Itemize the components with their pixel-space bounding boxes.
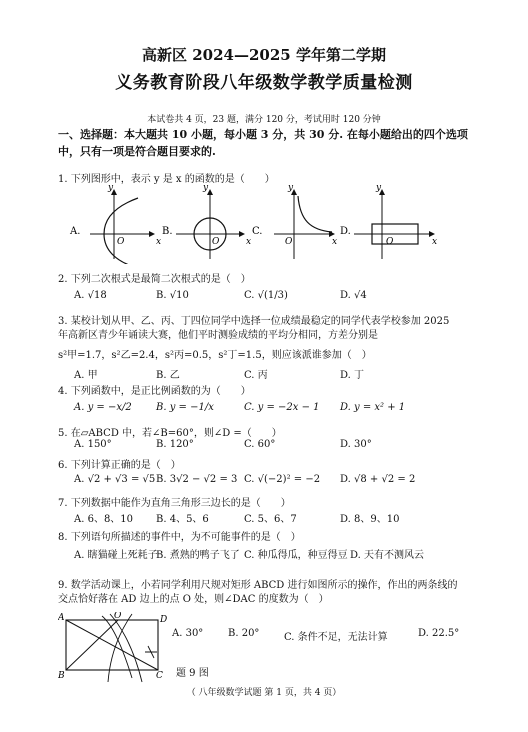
question-3-stem-2: 年高新区青少年诵读大赛，他们平时测验成绩的平均分相同，方差分别是 [58,330,378,341]
svg-text:O: O [212,237,220,247]
svg-text:D: D [160,615,168,625]
q6-option-a: A. √2 + √3 = √5 [74,474,156,485]
svg-text:y: y [203,184,209,193]
q1-option-a: A. [70,226,81,237]
q2-option-c: C. √(1/3) [244,290,288,301]
svg-text:y: y [288,184,294,193]
q3-option-d: D. 丁 [340,370,365,381]
q2-option-a: A. √18 [74,290,107,301]
question-8-stem: 8. 下列语句所描述的事件中，为不可能事件的是（ ） [58,532,301,543]
q4-option-b: B. y = −1/x [156,402,214,413]
question-4-stem: 4. 下列函数中，是正比例函数的为（ ） [58,386,251,397]
q9-option-b: B. 20° [228,628,260,639]
q9-option-d: D. 22.5° [418,628,460,639]
q4-option-d: D. y = x² + 1 [340,402,406,413]
svg-text:C: C [156,671,163,681]
q1-option-d: D. [340,226,351,237]
question-9-stem: 9. 数学活动课上，小若同学利用尺规对矩形 ABCD 进行如图所示的操作，作出的两条线的 [58,580,458,591]
q3-option-b: B. 乙 [156,370,180,381]
exam-info: 本试卷共 4 页，23 题，满分 120 分，考试用时 120 分钟 [147,115,381,125]
svg-text:O: O [386,237,394,247]
svg-text:x: x [156,237,162,247]
svg-text:x: x [432,237,438,247]
question-7-stem: 7. 下列数据中能作为直角三角形三边长的是（ ） [58,498,291,509]
q7-option-c: C. 5、6、7 [244,514,297,525]
svg-text:O: O [117,237,125,247]
svg-text:O: O [285,237,293,247]
page-footer: （ 八年级数学试题 第 1 页，共 4 页） [186,688,342,698]
section-heading: 一、选择题：本大题共 10 小题，每小题 3 分，共 30 分. 在每小题给出的四个选项中，只有一项是符合题目要求的. [58,128,468,158]
q5-option-c: C. 60° [244,439,276,450]
question-5-stem: 5. 在▱ABCD 中，若∠B=60°，则∠D =（ ） [58,428,282,439]
q7-option-a: A. 6、8、10 [74,514,134,525]
question-1-graphs [66,184,446,264]
question-9-figure [58,612,170,684]
q8-option-b: B. 煮熟的鸭子飞了 [156,550,240,561]
q7-option-d: D. 8、9、10 [340,514,400,525]
q2-option-d: D. √4 [340,290,367,301]
svg-text:x: x [246,237,252,247]
q9-option-a: A. 30° [172,628,204,639]
q7-option-b: B. 4、5、6 [156,514,209,525]
q3-option-a: A. 甲 [74,370,98,381]
question-2-stem: 2. 下列二次根式是最简二次根式的是（ ） [58,274,251,285]
q3-option-c: C. 丙 [244,370,268,381]
svg-text:y: y [108,184,114,193]
question-3-variances: s²甲=1.7，s²乙=2.4，s²丙=0.5，s²丁=1.5，则应该派谁参加（ ） [58,350,372,361]
figure-9-caption: 题 9 图 [176,668,209,679]
q4-option-a: A. y = −x/2 [74,402,132,413]
question-6-stem: 6. 下列计算正确的是（ ） [58,460,181,471]
q5-option-d: D. 30° [340,439,372,450]
q8-option-d: D. 天有不测风云 [350,550,425,561]
q8-option-a: A. 瞎猫碰上死耗子 [74,550,158,561]
q6-option-d: D. √8 + √2 = 2 [340,474,416,485]
q5-option-a: A. 150° [74,439,112,450]
question-9-stem-2: 交点恰好落在 AD 边上的点 O 处，则∠DAC 的度数为（ ） [58,594,329,605]
q9-option-c: C. 条件不足，无法计算 [284,632,388,643]
q6-option-b: B. 3√2 − √2 = 3 [156,474,238,485]
question-1-stem: 1. 下列图形中，表示 y 是 x 的函数的是（ ） [58,174,275,185]
q1-option-c: C. [252,226,263,237]
svg-text:y: y [376,184,382,193]
svg-text:B: B [58,671,65,681]
exam-title: 高新区 2024—2025 学年第二学期 [142,46,386,64]
q8-option-c: C. 种瓜得瓜，种豆得豆 [244,550,348,561]
q4-option-c: C. y = −2x − 1 [244,402,320,413]
svg-text:x: x [332,237,338,247]
q6-option-c: C. √(−2)² = −2 [244,474,321,485]
exam-subtitle: 义务教育阶段八年级数学教学质量检测 [115,73,413,93]
svg-text:A: A [58,613,65,623]
question-3-stem: 3. 某校计划从甲、乙、丙、丁四位同学中选择一位成绩最稳定的同学代表学校参加 2025 [58,316,450,327]
q2-option-b: B. √10 [156,290,189,301]
q1-option-b: B. [162,226,173,237]
svg-text:O: O [114,612,122,621]
q5-option-b: B. 120° [156,439,194,450]
